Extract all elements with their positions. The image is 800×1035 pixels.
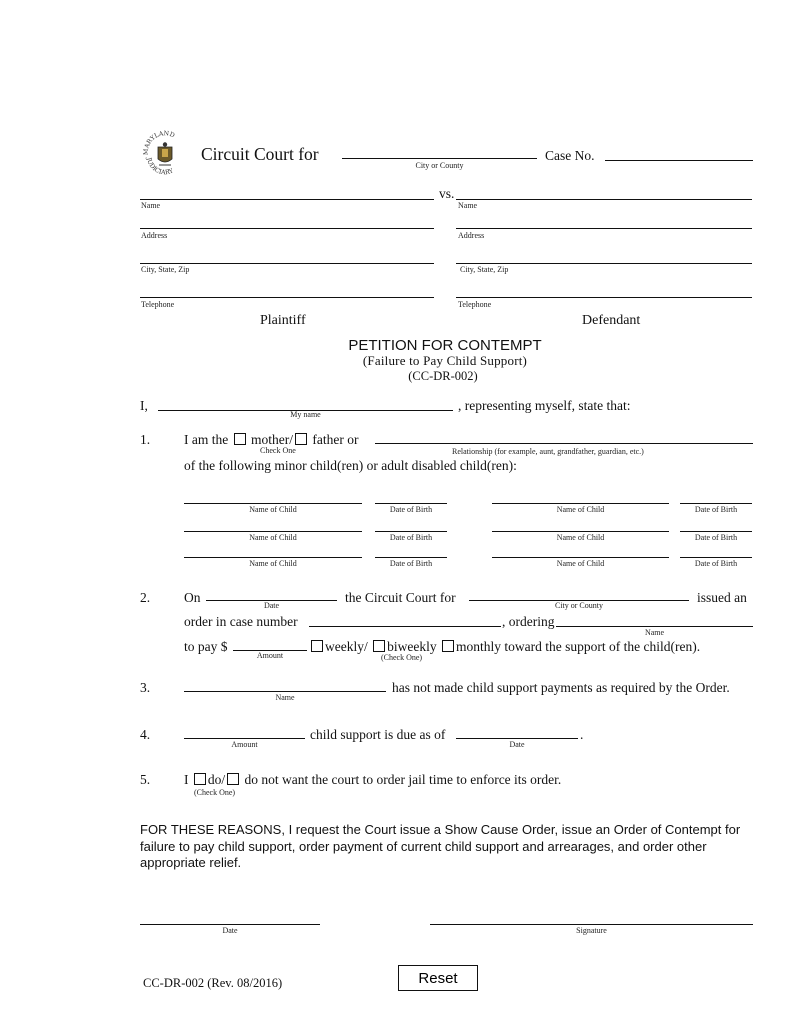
court-label: Circuit Court for xyxy=(201,144,319,164)
child-1-dob-caption: Date of Birth xyxy=(389,505,433,514)
vs-label: vs. xyxy=(439,186,455,201)
defendant-city-caption: City, State, Zip xyxy=(460,265,509,274)
plaintiff-telephone-field[interactable] xyxy=(140,297,434,298)
case-number-order-field[interactable] xyxy=(309,626,501,627)
svg-text:MARYLAND: MARYLAND xyxy=(142,130,176,156)
to-pay-text: to pay $ xyxy=(184,639,228,654)
form-title: PETITION FOR CONTEMPT xyxy=(348,337,542,354)
child-3-name-field[interactable] xyxy=(184,531,362,532)
biweekly-label: biweekly xyxy=(387,639,437,654)
plaintiff-name-caption: Name xyxy=(141,201,161,210)
child-1-name-caption: Name of Child xyxy=(249,505,297,514)
my-name-caption: My name xyxy=(290,410,321,419)
i-am-the-text: I am the xyxy=(184,432,229,447)
signature-date-caption: Date xyxy=(222,926,238,935)
due-date-field[interactable] xyxy=(456,738,578,739)
father-checkbox[interactable] xyxy=(295,433,307,445)
form-code-title: (CC-DR-002) xyxy=(408,369,478,383)
ordered-name-caption: Name xyxy=(644,628,665,637)
case-no-label: Case No. xyxy=(545,148,595,163)
signature-caption: Signature xyxy=(576,926,607,935)
issued-an-text: issued an xyxy=(697,590,747,605)
defendant-telephone-field[interactable] xyxy=(456,297,752,298)
defendant-label: Defendant xyxy=(582,313,641,328)
ordered-name-field[interactable] xyxy=(556,626,753,627)
mother-checkbox[interactable] xyxy=(234,433,246,445)
child-4-dob-field[interactable] xyxy=(680,531,752,532)
defendant-name-caption: Name xyxy=(458,201,478,210)
child-2-dob-caption: Date of Birth xyxy=(694,505,738,514)
child-6-name-field[interactable] xyxy=(492,557,669,558)
intro-suffix: , representing myself, state that: xyxy=(458,398,631,413)
signature-field[interactable] xyxy=(430,924,753,925)
biweekly-checkbox[interactable] xyxy=(373,640,385,652)
form-subtitle: (Failure to Pay Child Support) xyxy=(362,353,528,368)
frequency-options xyxy=(309,639,700,655)
case-number-field[interactable] xyxy=(605,160,753,161)
defendant-telephone-caption: Telephone xyxy=(458,300,492,309)
item-3-text: has not made child support payments as required by the Order. xyxy=(392,680,730,695)
child-3-dob-field[interactable] xyxy=(375,531,447,532)
due-date-caption: Date xyxy=(509,740,525,749)
plaintiff-city-caption: City, State, Zip xyxy=(141,265,190,274)
plaintiff-address-field[interactable] xyxy=(140,228,434,229)
item-5-i: I xyxy=(184,772,189,787)
mother-label: mother/ xyxy=(250,432,293,447)
item-5-text: do not want the court to order jail time to enforce its order. xyxy=(244,772,562,787)
circuit-court-for-text: the Circuit Court for xyxy=(345,590,456,605)
plaintiff-address-caption: Address xyxy=(141,231,168,240)
plaintiff-city-field[interactable] xyxy=(140,263,434,264)
payor-name-caption: Name xyxy=(275,693,295,702)
child-4-dob-caption: Date of Birth xyxy=(694,533,738,542)
ordering-text: , ordering xyxy=(502,614,555,629)
do-checkbox[interactable] xyxy=(194,773,206,785)
weekly-checkbox[interactable] xyxy=(311,640,323,652)
city-county-field[interactable] xyxy=(342,158,537,159)
child-1-name-field[interactable] xyxy=(184,503,362,504)
child-3-dob-caption: Date of Birth xyxy=(389,533,433,542)
child-2-name-caption: Name of Child xyxy=(556,505,605,514)
relationship-caption: Relationship (for example, aunt, grandfather, guardian, etc.) xyxy=(452,447,644,456)
payor-name-field[interactable] xyxy=(184,691,386,692)
child-6-dob-caption: Date of Birth xyxy=(694,559,738,568)
child-5-name-field[interactable] xyxy=(184,557,362,558)
frequency-check-one-caption: (Check One) xyxy=(381,653,423,662)
child-5-name-caption: Name of Child xyxy=(249,559,297,568)
weekly-label: weekly/ xyxy=(325,639,368,654)
plaintiff-label: Plaintiff xyxy=(260,313,306,328)
reset-button[interactable]: Reset xyxy=(398,965,478,991)
due-amount-field[interactable] xyxy=(184,738,305,739)
relationship-field[interactable] xyxy=(375,443,753,444)
on-text: On xyxy=(184,590,201,605)
defendant-city-field[interactable] xyxy=(456,263,752,264)
monthly-label: monthly toward the support of the child(ren). xyxy=(456,639,701,654)
do-label: do/ xyxy=(207,772,226,787)
jail-check-one-caption: (Check One) xyxy=(194,788,236,797)
defendant-address-field[interactable] xyxy=(456,228,752,229)
child-2-dob-field[interactable] xyxy=(680,503,752,504)
item-1-number: 1. xyxy=(140,432,151,447)
child-3-name-caption: Name of Child xyxy=(249,533,297,542)
item-5-line xyxy=(184,772,561,788)
plaintiff-name-field[interactable] xyxy=(140,199,434,200)
city-county-caption: City or County xyxy=(415,161,464,170)
defendant-address-caption: Address xyxy=(458,231,485,240)
due-amount-caption: Amount xyxy=(231,740,258,749)
monthly-checkbox[interactable] xyxy=(442,640,454,652)
plaintiff-telephone-caption: Telephone xyxy=(141,300,175,309)
reasons-paragraph: FOR THESE REASONS, I request the Court issue a Show Cause Order, issue an Order of Contempt for failure to pay child support, order payment of current child support and arrearages, and order other appropriate relief. xyxy=(140,822,741,870)
do-not-checkbox[interactable] xyxy=(227,773,239,785)
father-or-label: father or xyxy=(312,432,359,447)
item-4-end: . xyxy=(580,727,584,742)
maryland-judiciary-seal-icon xyxy=(140,128,190,178)
check-one-caption-1: Check One xyxy=(260,446,296,455)
child-5-dob-field[interactable] xyxy=(375,557,447,558)
item-4-text: child support is due as of xyxy=(310,727,446,742)
order-in-case-text: order in case number xyxy=(184,614,298,629)
item-2-number: 2. xyxy=(140,590,151,605)
child-4-name-field[interactable] xyxy=(492,531,669,532)
item-3-number: 3. xyxy=(140,680,151,695)
item-4-number: 4. xyxy=(140,727,151,742)
intro-prefix: I, xyxy=(140,398,148,413)
item-1-line-2: of the following minor child(ren) or adult disabled child(ren): xyxy=(184,458,517,473)
child-4-name-caption: Name of Child xyxy=(556,533,605,542)
child-6-dob-field[interactable] xyxy=(680,557,752,558)
child-1-dob-field[interactable] xyxy=(375,503,447,504)
order-date-caption: Date xyxy=(263,601,280,610)
svg-text:JUDICIARY: JUDICIARY xyxy=(144,157,175,177)
footer-form-code: CC-DR-002 (Rev. 08/2016) xyxy=(143,976,283,990)
child-2-name-field[interactable] xyxy=(492,503,669,504)
order-city-county-caption: City or County xyxy=(554,601,603,610)
defendant-name-field[interactable] xyxy=(456,199,752,200)
child-6-name-caption: Name of Child xyxy=(556,559,605,568)
item-5-number: 5. xyxy=(140,772,151,787)
child-5-dob-caption: Date of Birth xyxy=(389,559,433,568)
signature-date-field[interactable] xyxy=(140,924,320,925)
amount-caption: Amount xyxy=(256,651,284,660)
